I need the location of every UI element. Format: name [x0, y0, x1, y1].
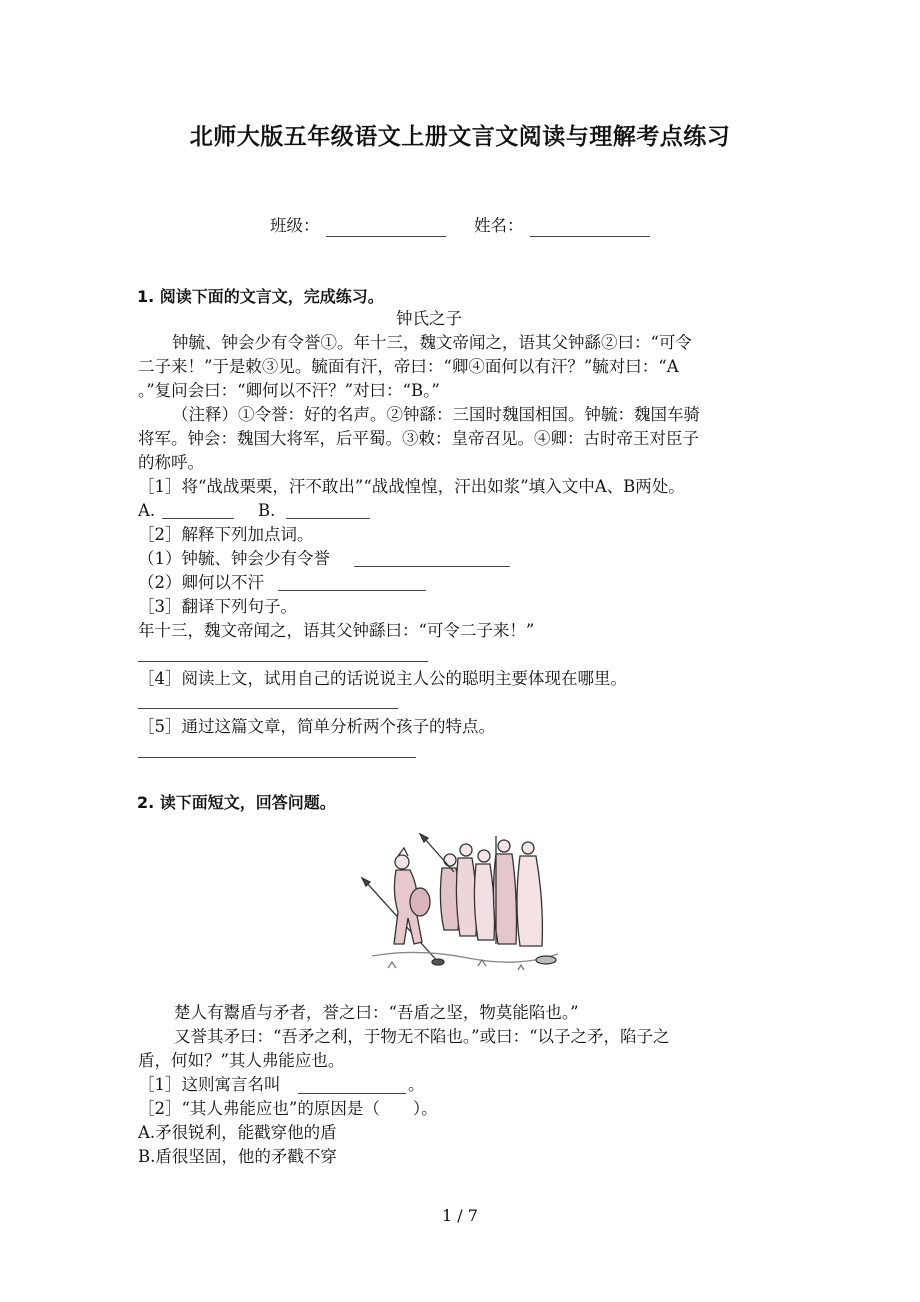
page-title: 北师大版五年级语文上册文言文阅读与理解考点练习: [189, 124, 731, 150]
name-label: 姓名：: [474, 216, 524, 235]
q1-4-answer-line[interactable]: [138, 708, 398, 709]
option-a[interactable]: A.矛很锐利，能戳穿他的盾: [138, 1123, 337, 1142]
q1-5-prompt: ［5］通过这篇文章，简单分析两个孩子的特点。: [138, 717, 495, 736]
passage-title: 钟氏之子: [396, 309, 462, 328]
q2-passage-line: 楚人有鬻盾与矛者，誉之曰：“吾盾之坚，物莫能陷也。”: [174, 1003, 579, 1022]
q1-2-1: （1）钟毓、钟会少有令誉: [138, 549, 330, 568]
q1-2-2: （2）卿何以不汗: [138, 573, 264, 592]
note-line: 的称呼。: [138, 453, 204, 472]
q1-4-prompt: ［4］阅读上文，试用自己的话说说主人公的聪明主要体现在哪里。: [138, 669, 627, 688]
q1-1-a-label: A.: [138, 501, 156, 520]
q2-1-prompt: ［1］这则寓言名叫: [138, 1075, 281, 1094]
q1-5-answer-line[interactable]: [138, 757, 416, 758]
q2-1-blank[interactable]: [298, 1093, 406, 1094]
market-spear-shield-icon: [358, 832, 562, 982]
q1-1-a-blank[interactable]: [162, 518, 234, 519]
class-label: 班级：: [270, 216, 320, 235]
passage-line: 。”复问会曰：“卿何以不汗？”对曰：“B。”: [138, 381, 440, 400]
q1-2-1-blank[interactable]: [354, 566, 510, 567]
q1-2-2-blank[interactable]: [278, 590, 426, 591]
q1-1-b-blank[interactable]: [286, 518, 370, 519]
option-b[interactable]: B.盾很坚固，他的矛戳不穿: [138, 1147, 337, 1166]
passage-line: 二子来！”于是敕③见。毓面有汗，帝曰：“卿④面何以有汗？”毓对曰：“A: [138, 357, 679, 376]
name-blank[interactable]: [530, 236, 650, 237]
q1-2-prompt: ［2］解释下列加点词。: [138, 525, 314, 544]
note-line: （注释）①令誉：好的名声。②钟繇：三国时魏国相国。钟毓：魏国车骑: [172, 405, 700, 424]
q2-1-end: 。: [408, 1075, 425, 1094]
q2-heading: 2. 读下面短文，回答问题。: [137, 793, 336, 812]
q2-passage-line: 盾，何如？”其人弗能应也。: [138, 1051, 345, 1070]
page-number: 1 / 7: [442, 1206, 478, 1225]
q1-1-b-label: B.: [258, 501, 276, 520]
note-line: 将军。钟会：魏国大将军，后平蜀。③敕：皇帝召见。④卿：古时帝王对臣子: [138, 429, 699, 448]
q2-passage-line: 又誉其矛曰：“吾矛之利，于物无不陷也。”或曰：“以子之矛，陷子之: [174, 1027, 670, 1046]
q1-3-sentence: 年十三，魏文帝闻之，语其父钟繇曰：“可令二子来！”: [138, 621, 535, 640]
q1-3-prompt: ［3］翻译下列句子。: [138, 597, 297, 616]
q1-1-prompt: ［1］将“战战栗栗，汗不敢出”“战战惶惶，汗出如浆”填入文中A、B两处。: [138, 477, 685, 496]
q2-2-prompt: ［2］“其人弗能应也”的原因是（ ）。: [138, 1099, 438, 1118]
q1-heading: 1. 阅读下面的文言文，完成练习。: [137, 287, 384, 306]
passage-line: 钟毓、钟会少有令誉①。年十三，魏文帝闻之，语其父钟繇②曰：“可令: [172, 333, 692, 352]
q1-3-answer-line[interactable]: [138, 661, 428, 662]
class-blank[interactable]: [326, 236, 446, 237]
